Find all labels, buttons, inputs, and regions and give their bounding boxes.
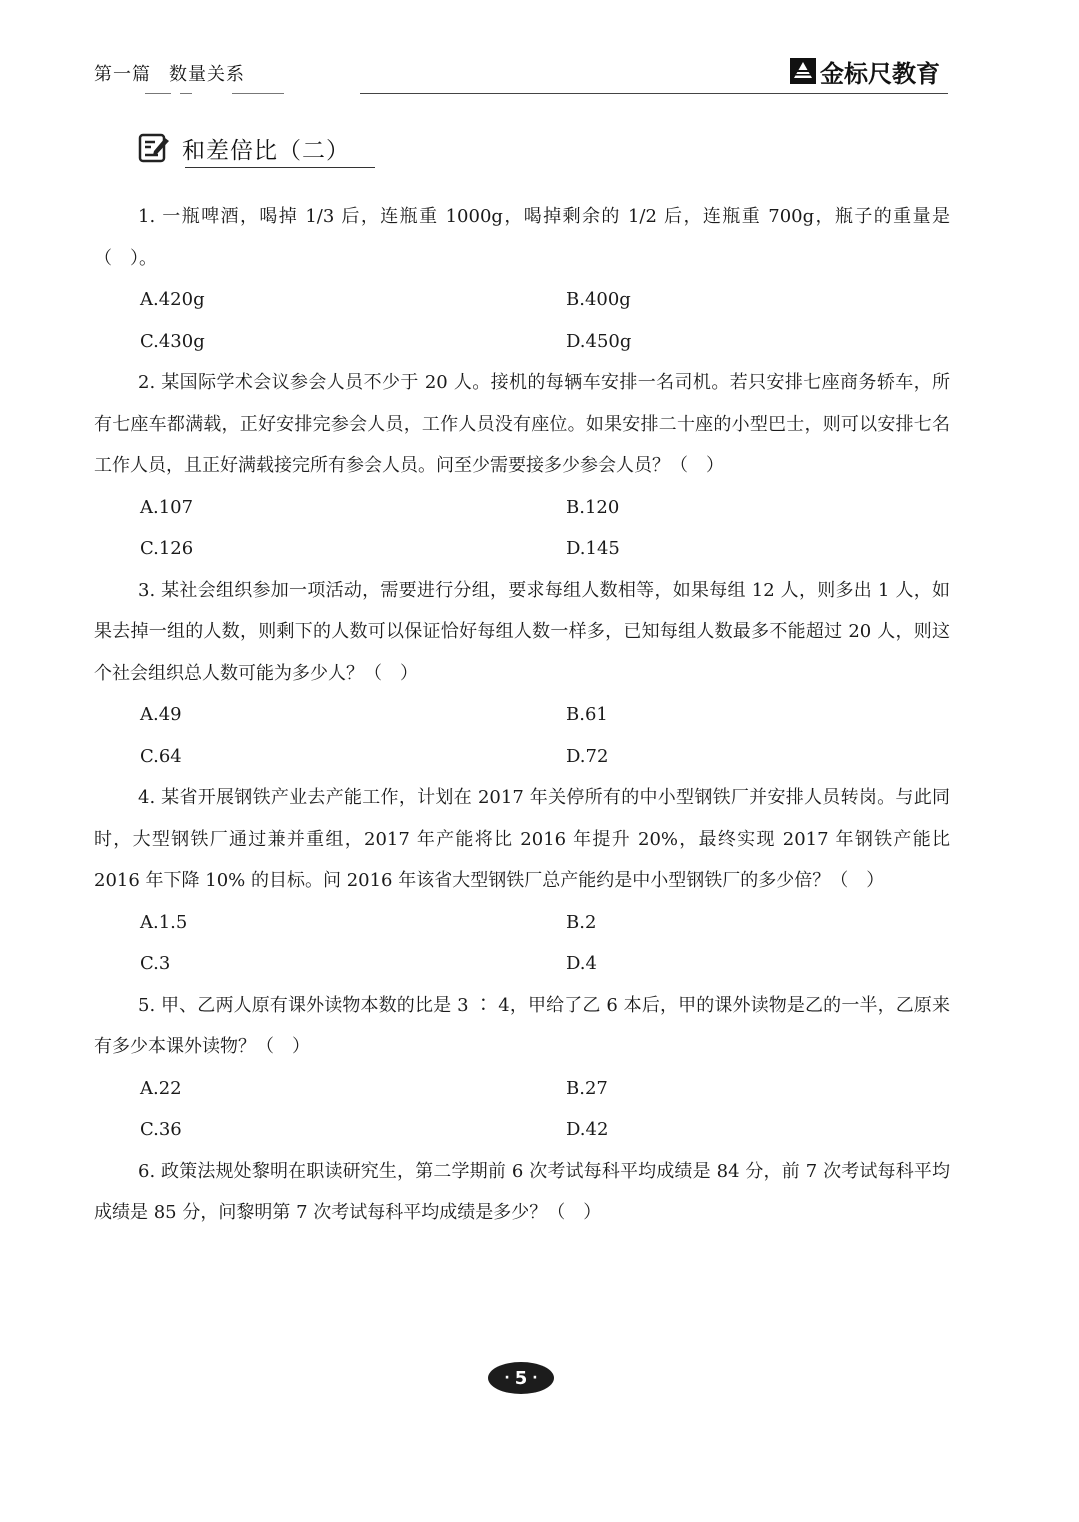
question-stem: 6. 政策法规处黎明在职读研究生，第二学期前 6 次考试每科平均成绩是 84 分，前 7 次考试每科平均成绩是 85 分，问黎明第 7 次考试每科平均成绩是多少？（ ） — [94, 1160, 950, 1223]
header-rule-fragment — [180, 93, 192, 94]
option-d: D.42 — [566, 1119, 609, 1140]
question-stem: 4. 某省开展钢铁产业去产能工作，计划在 2017 年关停所有的中小型钢铁厂并安排人员转岗。与此同时，大型钢铁厂通过兼并重组，2017 年产能将比 2016 年提升 20%，最终实现 2017 年钢铁产能比 2016 年下降 10% 的目标。问 2016 年该省大型钢铁厂总产能约是中小型钢铁厂的多少倍？（ ） — [94, 787, 950, 891]
brand-logo — [790, 56, 940, 86]
question-stem: 2. 某国际学术会议参会人员不少于 20 人。接机的每辆车安排一名司机。若只安排七座商务轿车，所有七座车都满载，正好安排完参会人员，工作人员没有座位。如果安排二十座的小型巴士，则可以安排七名工作人员，且正好满载接完所有参会人员。问至少需要接多少参会人员？（ ） — [94, 372, 950, 476]
edit-note-icon — [138, 132, 170, 164]
option-d: D.4 — [566, 953, 597, 974]
options — [94, 1068, 950, 1151]
options — [94, 694, 950, 777]
question-6 — [94, 1151, 950, 1234]
page-number: 5 — [514, 1367, 528, 1389]
header-rule — [360, 93, 948, 94]
option-b: B.27 — [566, 1077, 608, 1099]
option-d: D.450g — [566, 330, 632, 352]
section-title-underline — [185, 167, 375, 168]
page-number-badge: · 5 · — [488, 1362, 554, 1394]
header-part: 第一篇 — [94, 64, 151, 85]
header-chapter-title: 数量关系 — [169, 64, 245, 85]
option-a: A.49 — [140, 704, 182, 725]
option-a: A.420g — [140, 289, 205, 310]
pyramid-logo-icon — [790, 58, 816, 84]
question-stem: 3. 某社会组织参加一项活动，需要进行分组，要求每组人数相等，如果每组 12 人，则多出 1 人，如果去掉一组的人数，则剩下的人数可以保证恰好每组人数一样多，已知每组人数最多不能超过 20 人，则这个社会组织总人数可能为多少人？（ ） — [94, 579, 950, 684]
option-d: D.72 — [566, 745, 609, 767]
option-c: C.430g — [140, 330, 205, 352]
question-3 — [94, 570, 950, 778]
question-stem: 5. 甲、乙两人原有课外读物本数的比是 3 ∶ 4，甲给了乙 6 本后，甲的课外读物是乙的一半，乙原来有多少本课外读物？（ ） — [94, 994, 950, 1057]
options — [94, 902, 950, 985]
option-c: C.3 — [140, 953, 171, 974]
options — [94, 487, 950, 570]
question-1 — [94, 196, 950, 362]
option-b: B.400g — [566, 289, 631, 310]
question-2 — [94, 362, 950, 570]
option-c: C.36 — [140, 1119, 182, 1140]
option-a: A.22 — [140, 1077, 182, 1099]
brand-name: 金标尺教育 — [820, 59, 940, 88]
header-rule-fragment — [232, 93, 284, 94]
option-c: C.126 — [140, 538, 194, 559]
option-a: A.107 — [140, 496, 194, 518]
option-d: D.145 — [566, 538, 620, 559]
option-b: B.2 — [566, 911, 597, 933]
section-title: 和差倍比（二） — [182, 137, 350, 164]
question-4 — [94, 777, 950, 985]
question-list — [94, 196, 950, 1234]
option-b: B.120 — [566, 496, 620, 518]
options — [94, 279, 950, 362]
section-heading — [138, 128, 350, 168]
option-a: A.1.5 — [140, 911, 188, 933]
header-rule-fragment — [145, 93, 171, 94]
header-chapter — [94, 60, 245, 86]
option-b: B.61 — [566, 704, 608, 725]
option-c: C.64 — [140, 745, 182, 767]
question-stem: 1. 一瓶啤酒，喝掉 1/3 后，连瓶重 1000g，喝掉剩余的 1/2 后，连瓶重 700g，瓶子的重量是（ ）。 — [94, 206, 950, 269]
question-5 — [94, 985, 950, 1151]
